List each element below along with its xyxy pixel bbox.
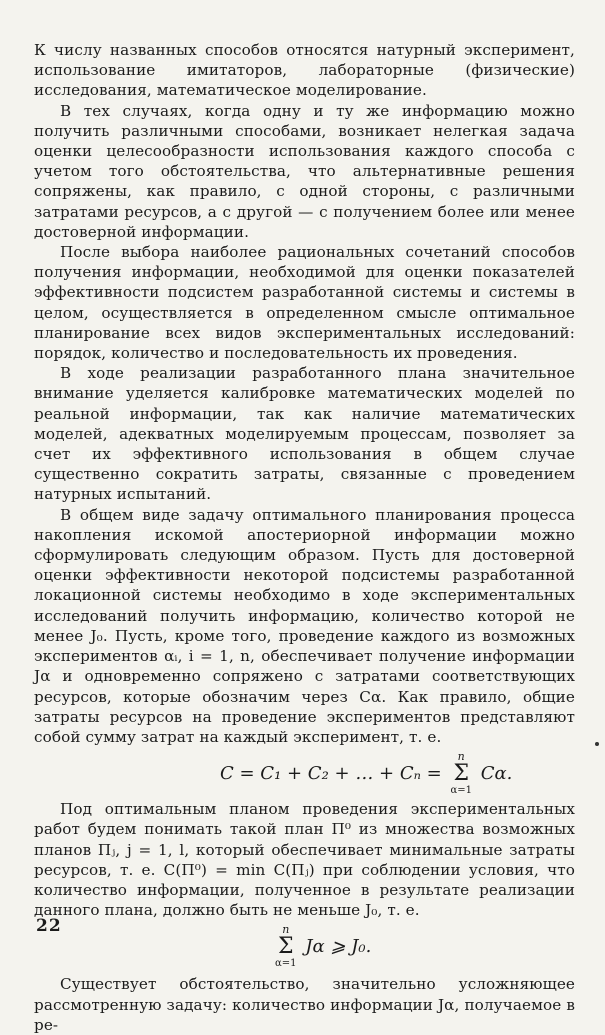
summation-sign: n Σ α=1 [275, 923, 297, 970]
information-constraint-formula [34, 924, 575, 970]
paragraph-4: В ходе реализации разработанного плана значительное внимание уделяется калибровке математических моделей по реальной информации, так как наличие математических моделей, адекватных моделируемым процессам, позволяет за счет их эффективного использования в общем случае существенно сократить затраты, связанные с проведением натурных испытаний. [34, 364, 575, 504]
formula1-lhs: C = C₁ + C₂ + … + Cₙ = [220, 763, 442, 785]
cost-sum-formula [34, 751, 575, 797]
summation-sign: n Σ α=1 [450, 750, 472, 797]
formula2-rhs: Jα ⩾ J₀. [305, 936, 372, 958]
page-number: 22 [36, 916, 62, 936]
paragraph-7: Существует обстоятельство, значительно усложняющее рассмотренную задачу: количество информации Jα, получаемое в ре- [34, 975, 575, 1034]
paragraph-5: В общем виде задачу оптимального планирования процесса накопления искомой апостериорной информации можно сформулировать следующим образом. Пусть для достоверной оценки эффективности некоторой подсистемы разработанной локационной системы необходимо в ходе экспериментальных исследований получить информацию, количество которой не менее J₀. Пусть, кроме того, проведение каждого из возможных экспериментов αᵢ, i = 1, n, обеспечивает получение информации Jα и одновременно сопряжено с затратами соответствующих ресурсов, которые обозначим через Cα. Как правило, общие затраты ресурсов на проведение экспериментов представляют собой сумму затрат на каждый эксперимент, т. е. [34, 505, 575, 746]
paragraph-1: К числу названных способов относятся натурный эксперимент, использование имитаторов, лабораторные (физические) исследования, математическое моделирование. [34, 41, 575, 100]
paragraph-6: Под оптимальным планом проведения экспериментальных работ будем понимать такой план П⁰ из множества возможных планов Пⱼ, j = 1, l, который обеспечивает минимальные затраты ресурсов, т. е. C(П⁰) = min C(Пⱼ) при соблюдении условия, что количество информации, полученное в результате реализации данного плана, должно быть не меньше J₀, т. е. [34, 800, 575, 920]
formula1-rhs: Cα. [480, 763, 513, 785]
paragraph-3: После выбора наиболее рациональных сочетаний способов получения информации, необходимой для оценки показателей эффективности подсистем разработанной системы и системы в целом, осуществляется в определенном смысле оптимальное планирование всех видов экспериментальных исследований: порядок, количество и последовательность их проведения. [34, 243, 575, 363]
paragraph-2: В тех случаях, когда одну и ту же информацию можно получить различными способами, возникает нелегкая задача оценки целесообразности использования каждого способа с учетом того обстоятельства, что альтернативные решения сопряжены, как правило, с одной стороны, с различными затратами ресурсов, а с другой — с получением более или менее достоверной информации. [34, 101, 575, 241]
margin-dot [595, 742, 599, 746]
